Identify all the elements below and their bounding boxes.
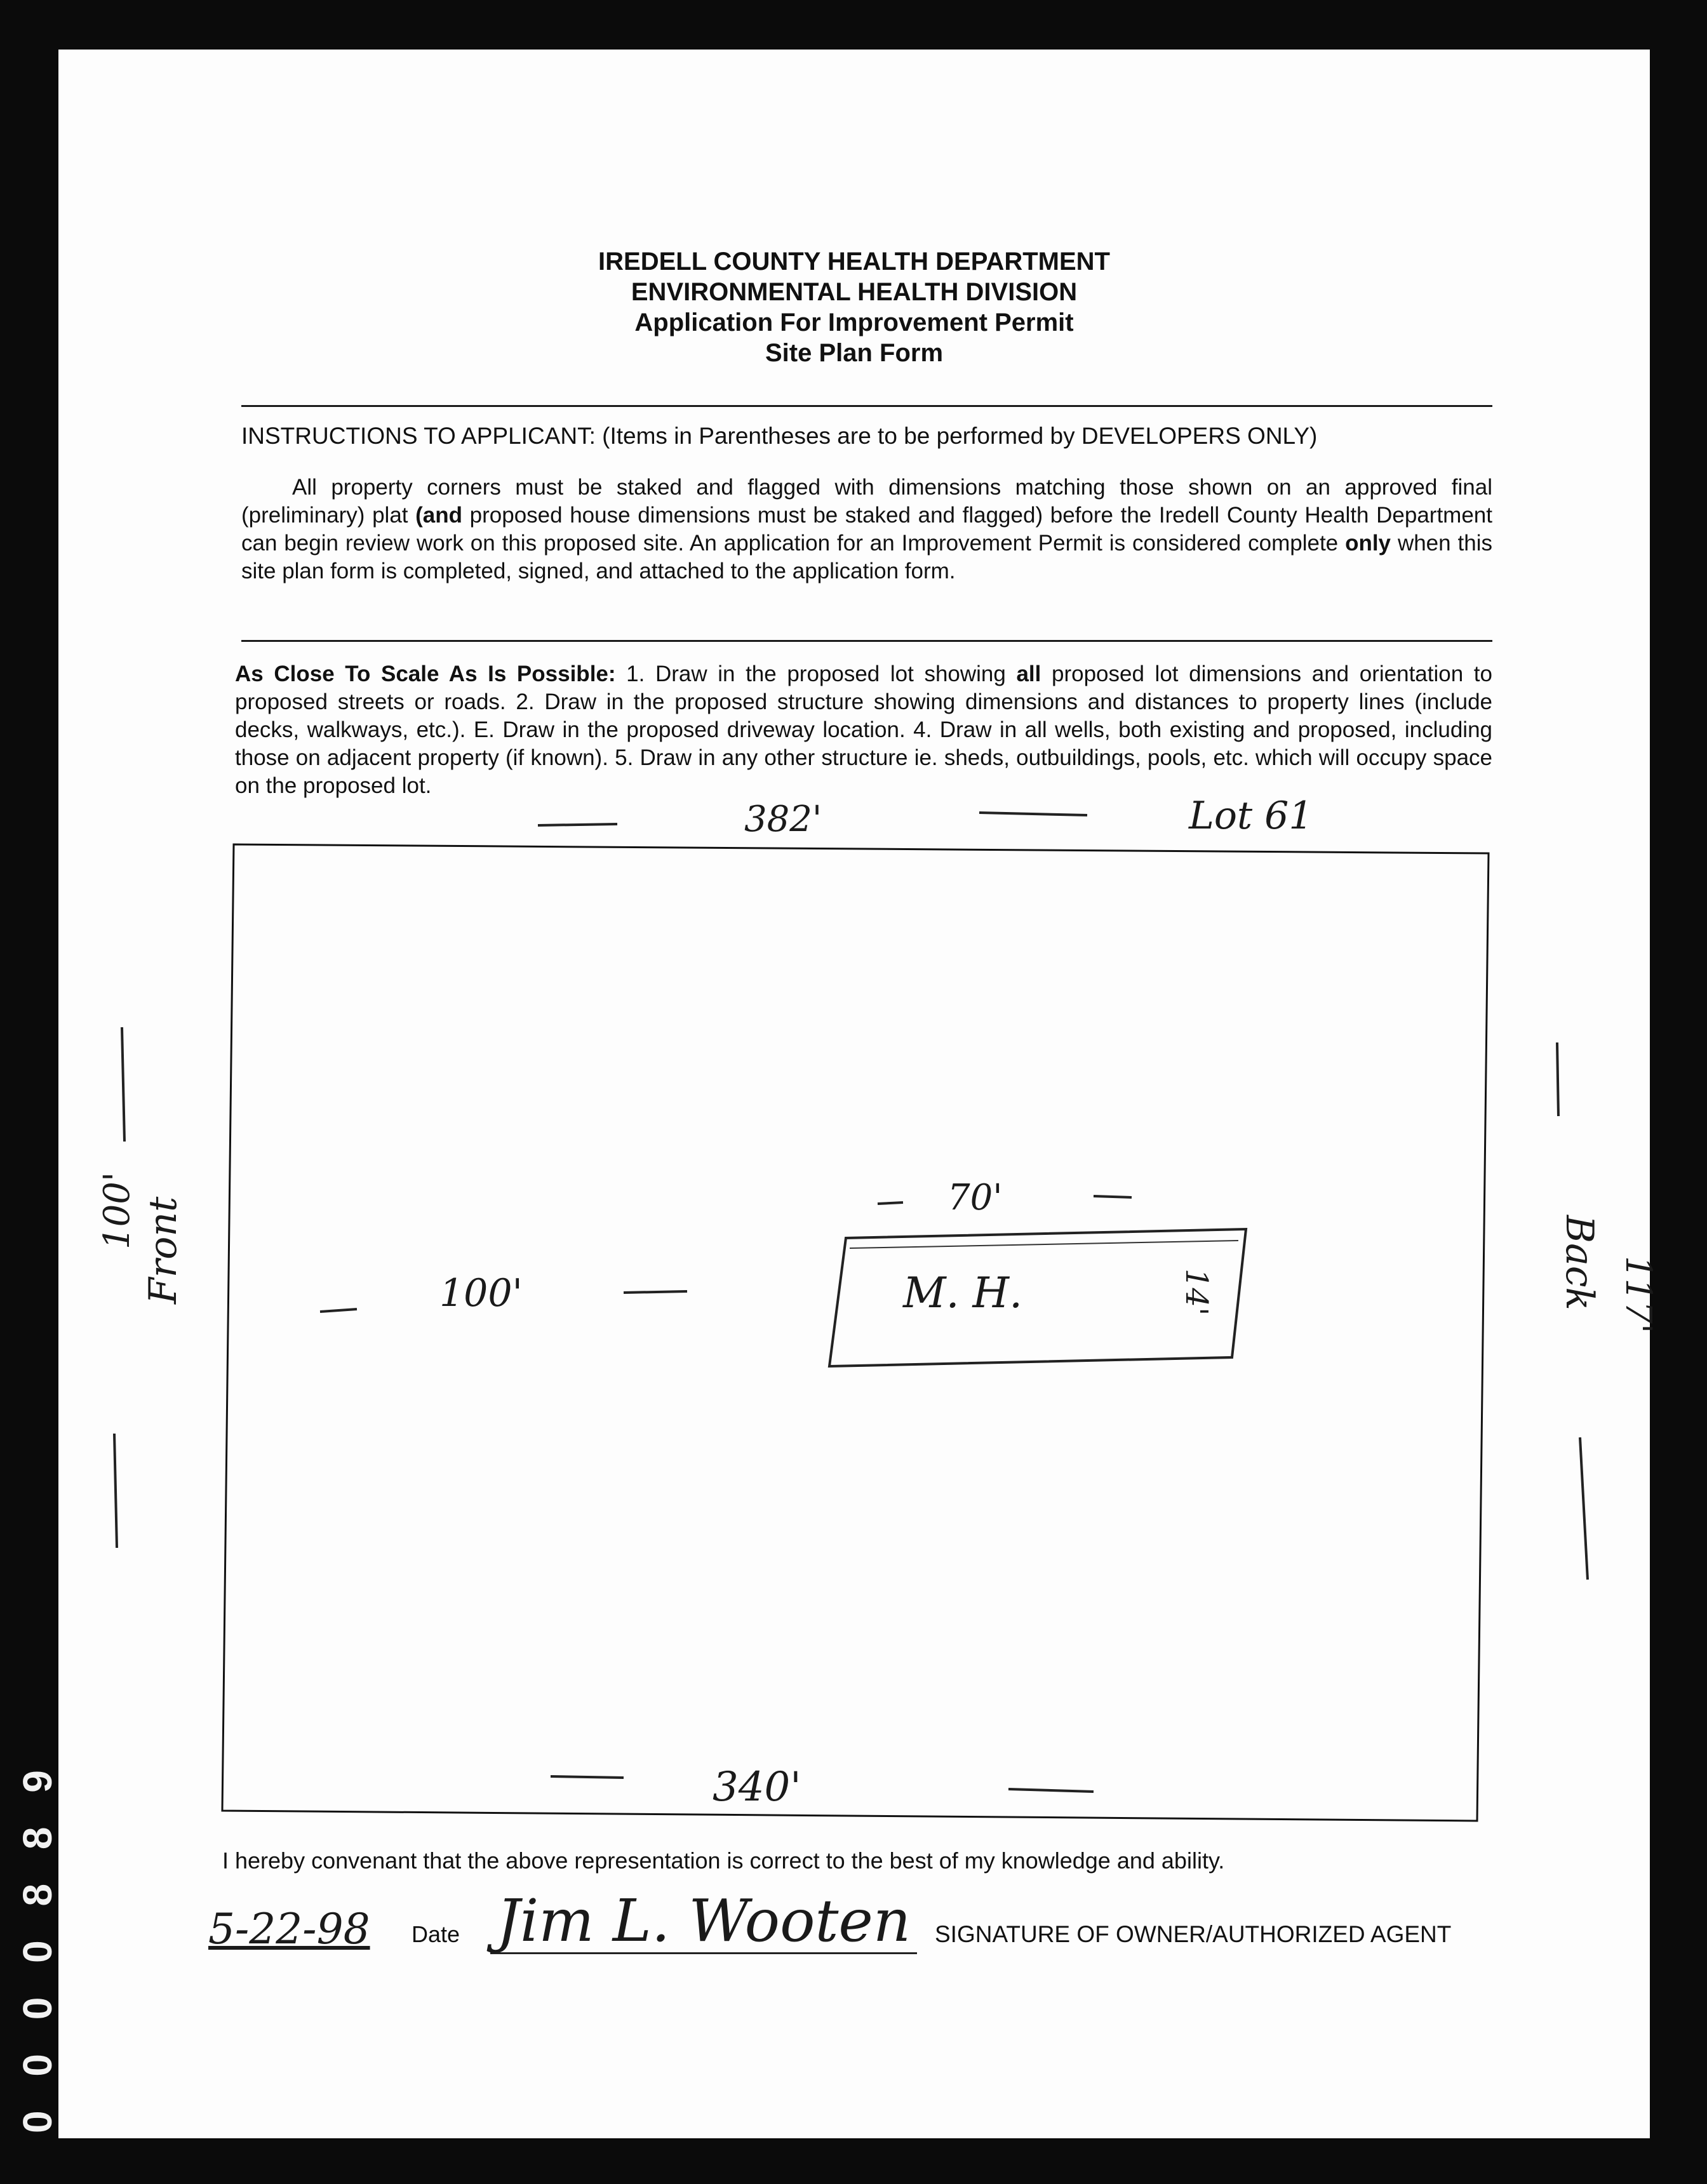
certification-statement: I hereby convenant that the above representation is correct to the best of my knowledge and ability. <box>222 1848 1225 1874</box>
owner-signature: Jim L. Wooten <box>490 1891 917 1954</box>
instructions-text-3: when this site plan form is completed, signed, and attached to the application form. <box>241 531 1492 583</box>
signature-label: SIGNATURE OF OWNER/AUTHORIZED AGENT <box>935 1921 1452 1947</box>
bottom-dim-dash-left <box>551 1776 624 1778</box>
setback-dash-left <box>320 1309 357 1312</box>
instructions-text-only: only <box>1345 531 1391 556</box>
form-title-department: IREDELL COUNTY HEALTH DEPARTMENT <box>598 248 1110 276</box>
left-dim-dash-bottom <box>114 1434 117 1548</box>
back-side-label: Back <box>1557 1215 1602 1310</box>
instructions-text-2: proposed house dimensions must be staked and flagged) before the Iredell County Health Department can begin review work on this proposed site. An application for an Improvement Permit is considered complete <box>241 503 1492 556</box>
front-side-label: Front <box>141 1196 185 1304</box>
top-dim-dash-right <box>979 813 1087 815</box>
mobile-home-inner-line <box>850 1241 1238 1248</box>
lot-number-label: Lot 61 <box>1189 794 1313 838</box>
house-width-dimension: 70' <box>947 1177 1003 1218</box>
house-depth-dimension: 14' <box>1179 1268 1214 1316</box>
instructions-text-and: (and <box>415 503 463 528</box>
form-title-application: Application For Improvement Permit <box>634 309 1074 336</box>
scale-instructions-lead: As Close To Scale As Is Possible: <box>235 662 616 686</box>
house-dim-dash-left <box>878 1202 903 1204</box>
top-dim-dash-left <box>538 824 617 825</box>
right-dim-dash-top <box>1557 1042 1558 1116</box>
setback-dimension: 100' <box>439 1271 523 1315</box>
scale-instructions-text-1: 1. Draw in the proposed lot showing <box>615 662 1017 686</box>
scale-instructions-text-2: proposed lot dimensions and orientation to proposed streets or roads. 2. Draw in the proposed structure showing dimensions and distances to property lines (include decks, walkways, etc.). E. Draw in the proposed driveway location. 4. Draw in all wells, both existing and proposed, including those on adjacent property (if known). 5. Draw in any other structure ie. sheds, outbuildings, pools, etc. which will occupy space on the proposed lot. <box>235 662 1492 798</box>
right-dim-dash-bottom <box>1580 1437 1588 1580</box>
instructions-heading: INSTRUCTIONS TO APPLICANT: (Items in Parentheses are to be performed by DEVELOPERS ONLY) <box>241 423 1318 449</box>
top-dimension: 382' <box>744 799 822 840</box>
left-dimension: 100' <box>97 1171 138 1249</box>
scale-instructions-all: all <box>1016 662 1041 686</box>
lot-boundary <box>222 844 1489 1821</box>
bottom-dimension: 340' <box>713 1764 801 1811</box>
form-title-division: ENVIRONMENTAL HEALTH DIVISION <box>631 278 1078 306</box>
form-title-site-plan: Site Plan Form <box>765 339 944 367</box>
setback-dash-right <box>624 1291 687 1293</box>
site-plan-sketch <box>58 50 1650 2138</box>
mobile-home-label: M. H. <box>903 1268 1023 1317</box>
left-dim-dash-top <box>122 1027 124 1142</box>
bottom-dim-dash-right <box>1008 1789 1094 1792</box>
right-dimension: 117' <box>1617 1256 1659 1334</box>
batch-stamp-number: 0 0 0 0 8 8 9 <box>15 1759 60 2133</box>
instructions-text-1: All property corners must be staked and flagged with dimensions matching those shown on an approved final (preliminary) plat <box>241 475 1492 528</box>
signed-date: 5-22-98 <box>208 1905 370 1954</box>
house-dim-dash-right <box>1094 1196 1132 1197</box>
site-plan-form-page <box>58 50 1659 2138</box>
date-label: Date <box>412 1921 460 1947</box>
